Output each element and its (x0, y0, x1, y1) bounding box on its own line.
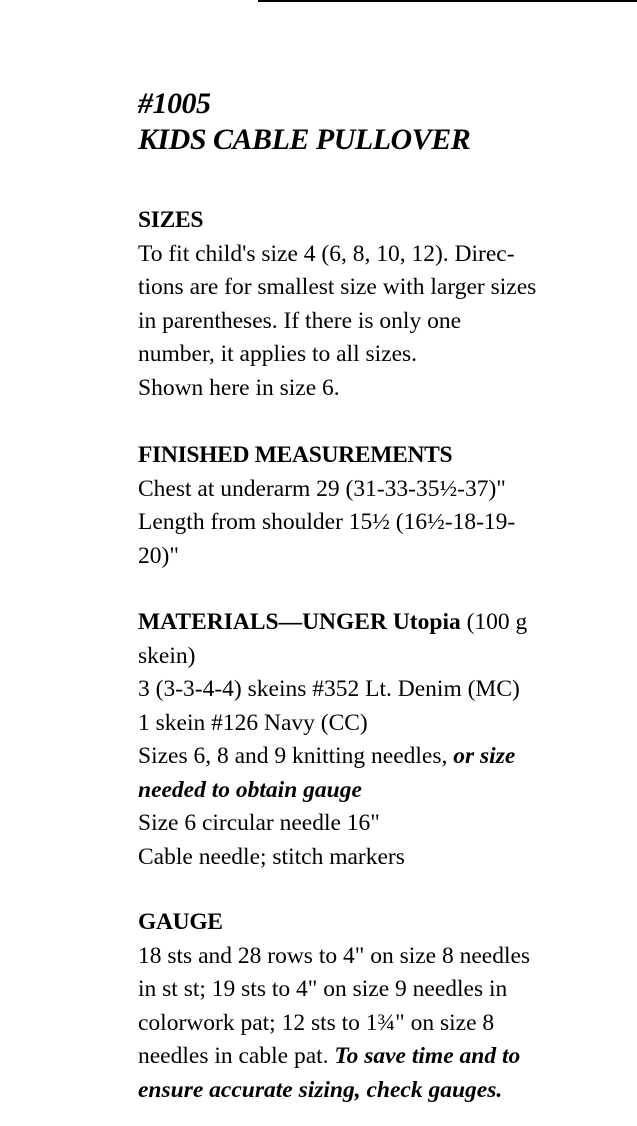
needles-text: Sizes 6, 8 and 9 knitting needles, (138, 743, 454, 769)
finished-measurements-heading: FINISHED MEASUREMENTS (138, 442, 453, 468)
measurement-line: 20)" (138, 542, 179, 569)
materials-heading-brand: Utopia (392, 609, 461, 635)
gauge-emphasis-continued: ensure accurate sizing, check gauges. (138, 1076, 503, 1103)
sizes-line: To fit child's size 4 (6, 8, 10, 12). Direc- (138, 240, 515, 267)
materials-line: 1 skein #126 Navy (CC) (138, 709, 368, 736)
measurement-line: Length from shoulder 15½ (16½-18-19- (138, 509, 516, 535)
materials-heading-suffix: (100 g (460, 609, 528, 635)
pattern-title-block (138, 86, 470, 158)
gauge-section (138, 906, 618, 1107)
needles-emphasis-continued: needed to obtain gauge (138, 776, 362, 803)
gauge-text: needles in cable pat. (138, 1043, 335, 1069)
gauge-heading: GAUGE (138, 909, 223, 935)
pattern-number: #1005 (138, 87, 211, 120)
materials-heading (138, 606, 618, 640)
sizes-line: tions are for smallest size with larger sizes (138, 274, 537, 300)
materials-line (138, 740, 618, 774)
measurement-line: Chest at underarm 29 (31-33-35½-37)" (138, 475, 506, 502)
sizes-line: number, it applies to all sizes. (138, 341, 418, 367)
pattern-title: KIDS CABLE PULLOVER (138, 123, 471, 156)
gauge-line (138, 1040, 618, 1074)
gauge-line: in st st; 19 sts to 4" on size 9 needles in (138, 976, 508, 1002)
gauge-emphasis: To save time and to (334, 1043, 521, 1069)
gauge-line: colorwork pat; 12 sts to 1¾" on size 8 (138, 1009, 495, 1036)
top-rule (258, 0, 637, 2)
materials-section (138, 606, 618, 874)
sizes-line: in parentheses. If there is only one (138, 307, 462, 334)
materials-line: Cable needle; stitch markers (138, 843, 405, 870)
materials-line: Size 6 circular needle 16" (138, 810, 380, 836)
materials-line: 3 (3-3-4-4) skeins #352 Lt. Denim (MC) (138, 676, 520, 702)
sizes-line: Shown here in size 6. (138, 374, 340, 401)
finished-measurements-section (138, 439, 618, 573)
sizes-heading: SIZES (138, 207, 204, 233)
needles-emphasis: or size (453, 743, 516, 769)
materials-line: skein) (138, 642, 196, 669)
gauge-line: 18 sts and 28 rows to 4" on size 8 needles (138, 942, 531, 969)
sizes-section (138, 204, 618, 405)
materials-heading-prefix: MATERIALS—UNGER (138, 609, 387, 635)
